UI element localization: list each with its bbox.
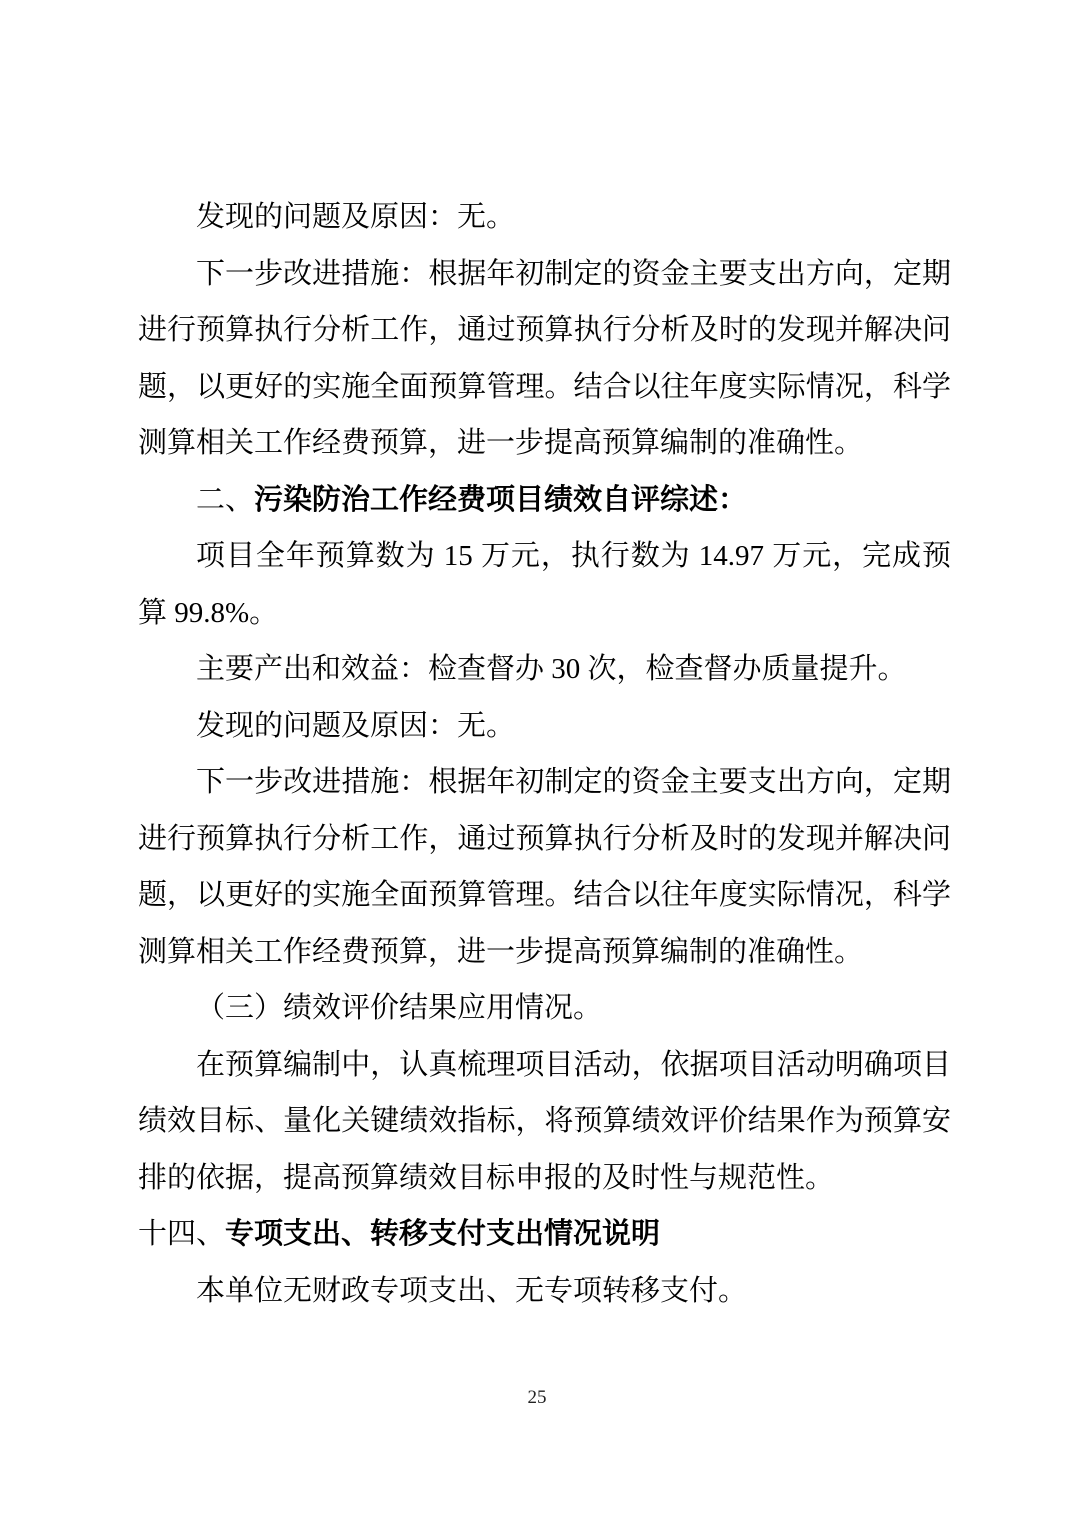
- paragraph: 发现的问题及原因：无。: [196, 201, 516, 233]
- paragraph: 下一步改进措施：根据年初制定的资金主要支出方向，定期进行预算执行分析工作，通过预算执行分析及时的发现并解决问题，以更好的实施全面预算管理。结合以往年度实际情况，科学测算相关工作经费预算，进一步提高预算编制的准确性。: [138, 257, 951, 459]
- page-number: 25: [527, 1387, 547, 1408]
- heading-text: 污染防治工作经费项目绩效自评综述：: [254, 483, 748, 516]
- heading-number: 十四、: [138, 1218, 226, 1250]
- heading-number: 二、: [196, 483, 255, 516]
- paragraph: 主要产出和效益：检查督办 30 次，检查督办质量提升。: [196, 653, 907, 685]
- paragraph: （三）绩效评价结果应用情况。: [196, 992, 603, 1024]
- paragraph: 发现的问题及原因：无。: [196, 709, 516, 742]
- paragraph: 项目全年预算数为 15 万元，执行数为 14.97 万元，完成预算 99.8%。: [138, 540, 951, 629]
- document-body: [138, 189, 951, 1319]
- heading-text: 专项支出、转移支付支出情况说明: [225, 1218, 661, 1250]
- section-heading: [138, 472, 951, 529]
- paragraph: 在预算编制中，认真梳理项目活动，依据项目活动明确项目绩效目标、量化关键绩效指标，将预算绩效评价结果作为预算安排的依据，提高预算绩效目标申报的及时性与规范性。: [138, 1048, 951, 1194]
- section-heading: [138, 1206, 951, 1263]
- paragraph: 下一步改进措施：根据年初制定的资金主要支出方向，定期进行预算执行分析工作，通过预算执行分析及时的发现并解决问题，以更好的实施全面预算管理。结合以往年度实际情况，科学测算相关工作经费预算，进一步提高预算编制的准确性。: [138, 766, 951, 968]
- paragraph: 本单位无财政专项支出、无专项转移支付。: [196, 1274, 748, 1307]
